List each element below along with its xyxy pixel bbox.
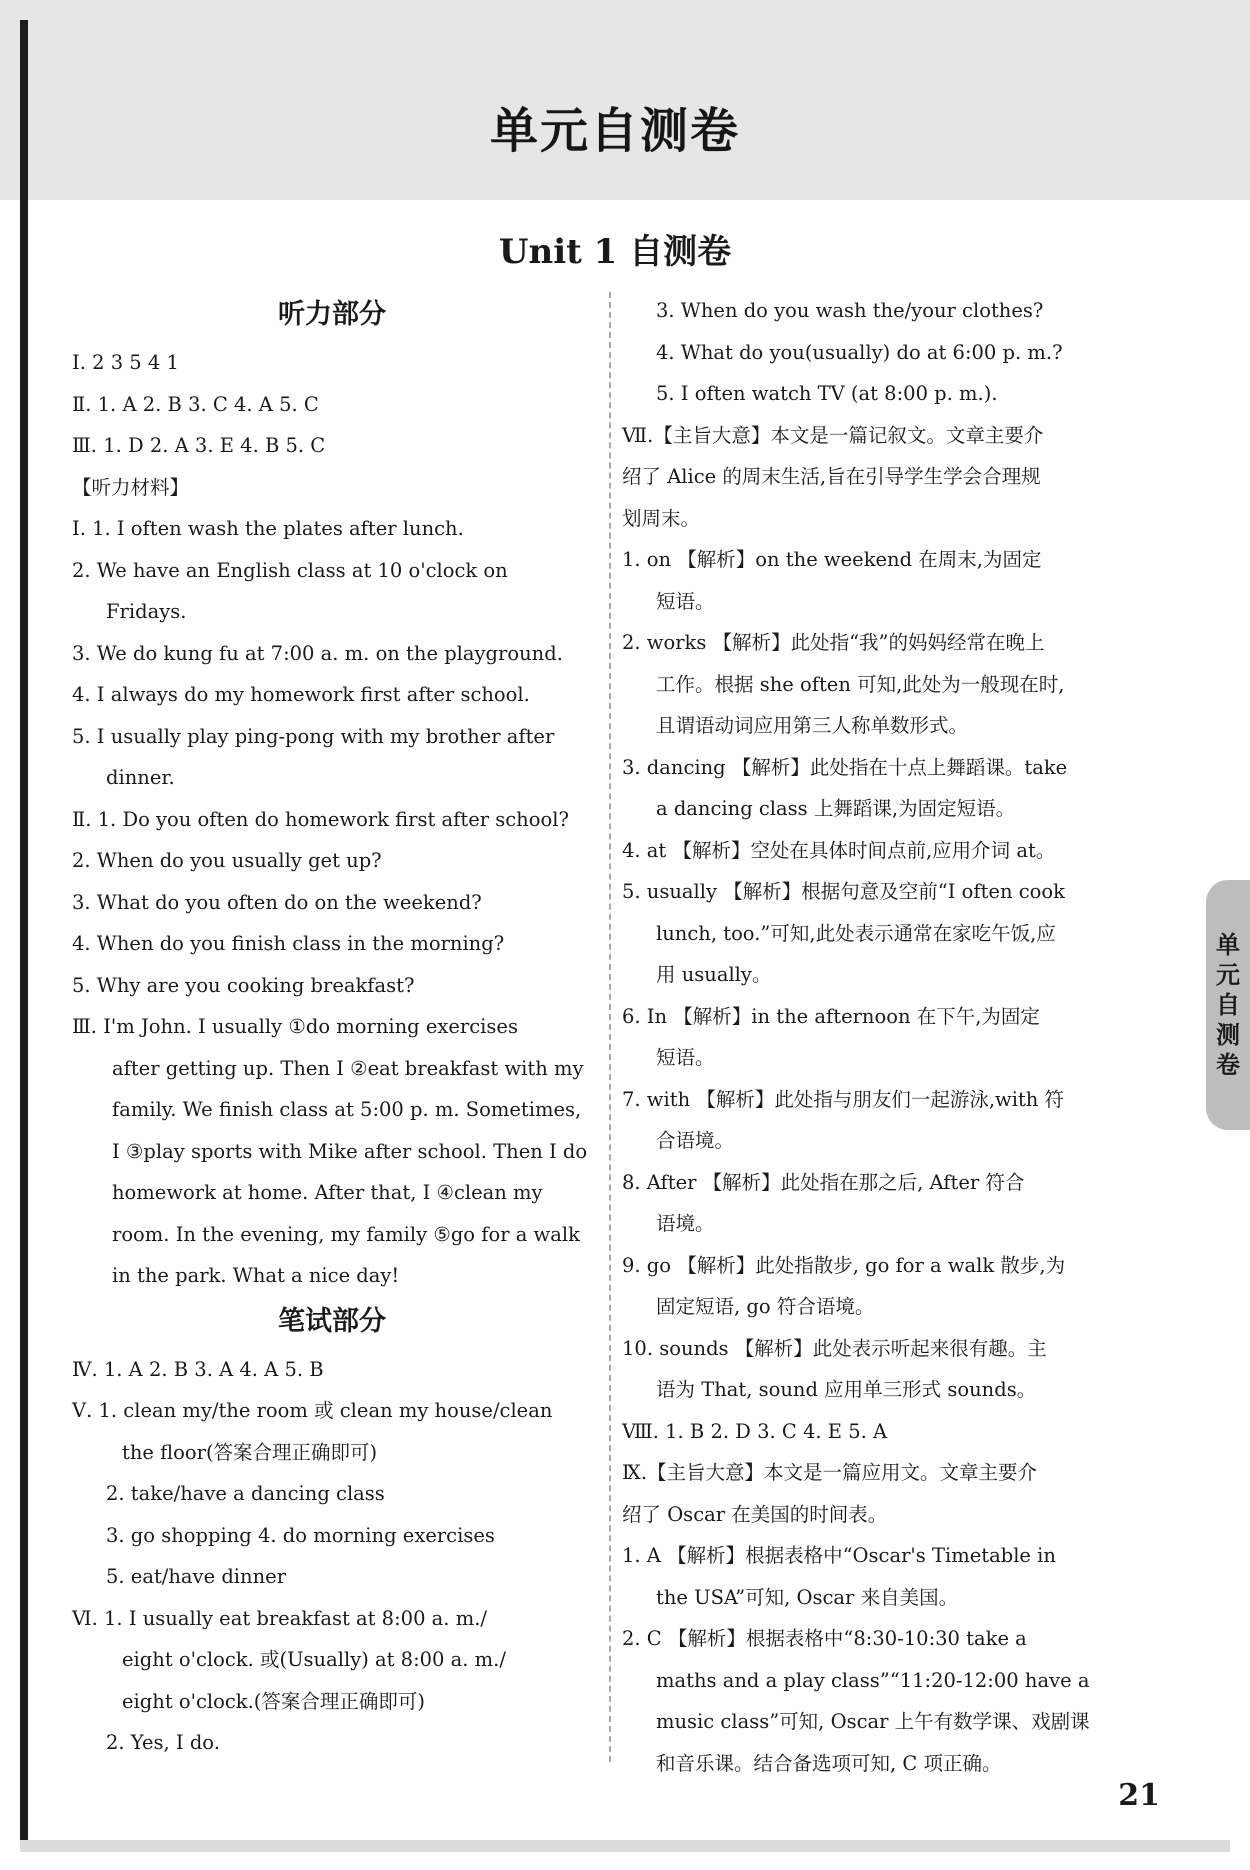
text-line: 2. We have an English class at 10 o'clock on: [72, 558, 508, 582]
text-line: 2. Yes, I do.: [106, 1731, 220, 1754]
text-line: Ⅷ. 1. B 2. D 3. C 4. E 5. A: [622, 1419, 888, 1443]
section-heading: 笔试部分: [278, 1305, 386, 1337]
text-line: the USA”可知, Oscar 来自美国。: [656, 1585, 959, 1609]
footer-strip: [20, 1840, 1230, 1852]
side-tab-char: 自: [1216, 991, 1240, 1019]
text-line: 7. with 【解析】此处指与朋友们一起游泳,with 符: [622, 1087, 1065, 1111]
text-line: 4. When do you finish class in the morning?: [72, 932, 505, 955]
text-line: 3. When do you wash the/your clothes?: [656, 299, 1044, 322]
side-tab: [1206, 880, 1250, 1130]
text-line: Ⅸ.【主旨大意】本文是一篇应用文。文章主要介: [622, 1461, 1038, 1484]
text-line: Ⅳ. 1. A 2. B 3. A 4. A 5. B: [72, 1357, 324, 1381]
left-column: [72, 290, 592, 1764]
text-line: 2. When do you usually get up?: [72, 849, 382, 872]
text-line: 且谓语动词应用第三人称单数形式。: [656, 714, 969, 737]
text-line: dinner.: [106, 766, 175, 789]
text-line: in the park. What a nice day!: [112, 1264, 400, 1287]
text-line: I ③play sports with Mike after school. Then I do: [112, 1139, 588, 1163]
unit-title: Unit 1 自测卷: [498, 232, 732, 272]
side-tab-char: 测: [1216, 1021, 1240, 1049]
text-line: 5. Why are you cooking breakfast?: [72, 973, 415, 997]
text-line: 划周末。: [622, 506, 701, 530]
text-line: Ⅴ. 1. clean my/the room 或 clean my house/clean: [72, 1399, 553, 1422]
side-tab-char: 卷: [1216, 1051, 1240, 1079]
text-line: a dancing class 上舞蹈课,为固定短语。: [656, 797, 1016, 820]
text-line: 8. After 【解析】此处指在那之后, After 符合: [622, 1170, 1025, 1194]
right-column: [622, 290, 1152, 1784]
text-line: 绍了 Alice 的周末生活,旨在引导学生学会合理规: [622, 465, 1041, 488]
text-line: after getting up. Then I ②eat breakfast with my: [112, 1056, 584, 1080]
text-line: Ⅰ. 2 3 5 4 1: [72, 351, 179, 374]
text-line: 语境。: [656, 1212, 715, 1235]
text-line: 短语。: [656, 1046, 715, 1069]
text-line: 【听力材料】: [72, 475, 190, 499]
text-line: room. In the evening, my family ⑤go for a walk: [112, 1222, 580, 1246]
text-line: Ⅱ. 1. Do you often do homework first after school?: [72, 807, 569, 831]
text-line: 3. What do you often do on the weekend?: [72, 890, 482, 914]
left-edge-bar: [20, 20, 28, 1850]
text-line: 2. works 【解析】此处指“我”的妈妈经常在晚上: [622, 631, 1045, 654]
text-line: 固定短语, go 符合语境。: [656, 1295, 875, 1318]
text-line: Ⅲ. I'm John. I usually ①do morning exercises: [72, 1015, 518, 1038]
text-line: maths and a play class”“11:20-12:00 have a: [656, 1668, 1090, 1692]
text-line: 4. at 【解析】空处在具体时间点前,应用介词 at。: [622, 838, 1056, 862]
text-line: 合语境。: [656, 1129, 735, 1152]
text-line: 5. eat/have dinner: [106, 1565, 287, 1588]
banner-title: 单元自测卷: [489, 103, 740, 159]
text-line: family. We finish class at 5:00 p. m. Sometimes,: [112, 1098, 582, 1121]
text-line: 9. go 【解析】此处指散步, go for a walk 散步,为: [622, 1253, 1066, 1277]
text-line: Ⅶ.【主旨大意】本文是一篇记叙文。文章主要介: [622, 423, 1044, 447]
text-line: homework at home. After that, I ④clean my: [112, 1181, 543, 1204]
text-line: 用 usually。: [656, 963, 772, 986]
text-line: Fridays.: [106, 600, 187, 623]
side-tab-char: 单: [1216, 931, 1240, 959]
text-line: 6. In 【解析】in the afternoon 在下午,为固定: [622, 1004, 1040, 1028]
text-line: 绍了 Oscar 在美国的时间表。: [622, 1502, 888, 1526]
text-line: 短语。: [656, 589, 715, 613]
text-line: Ⅵ. 1. I usually eat breakfast at 8:00 a. m./: [72, 1606, 487, 1630]
text-line: 3. go shopping 4. do morning exercises: [106, 1523, 495, 1547]
text-line: 语为 That, sound 应用单三形式 sounds。: [656, 1378, 1037, 1401]
text-line: 2. take/have a dancing class: [106, 1482, 385, 1505]
text-line: Ⅲ. 1. D 2. A 3. E 4. B 5. C: [72, 434, 326, 457]
section-heading: 听力部分: [278, 299, 386, 330]
text-line: 1. A 【解析】根据表格中“Oscar's Timetable in: [622, 1544, 1056, 1567]
text-line: 2. C 【解析】根据表格中“8:30-10:30 take a: [622, 1627, 1027, 1650]
text-line: 5. usually 【解析】根据句意及空前“I often cook: [622, 880, 1065, 903]
text-line: music class”可知, Oscar 上午有数学课、戏剧课: [656, 1710, 1090, 1733]
page-number: 21: [1118, 1778, 1160, 1813]
text-line: 1. on 【解析】on the weekend 在周末,为固定: [622, 548, 1042, 571]
text-line: lunch, too.”可知,此处表示通常在家吃午饭,应: [656, 921, 1056, 945]
text-line: eight o'clock.(答案合理正确即可): [122, 1689, 426, 1713]
text-line: Ⅱ. 1. A 2. B 3. C 4. A 5. C: [72, 392, 319, 416]
text-line: Ⅰ. 1. I often wash the plates after lunch.: [72, 517, 464, 540]
text-line: eight o'clock. 或(Usually) at 8:00 a. m./: [122, 1648, 506, 1671]
text-line: 5. I often watch TV (at 8:00 p. m.).: [656, 382, 998, 405]
text-line: 10. sounds 【解析】此处表示听起来很有趣。主: [622, 1336, 1047, 1360]
text-line: 和音乐课。结合备选项可知, C 项正确。: [656, 1751, 1002, 1775]
text-line: 工作。根据 she often 可知,此处为一般现在时,: [656, 672, 1065, 696]
side-tab-char: 元: [1216, 961, 1240, 989]
text-line: 3. We do kung fu at 7:00 a. m. on the playground.: [72, 641, 563, 665]
text-line: 4. I always do my homework first after school.: [72, 683, 530, 706]
text-line: 3. dancing 【解析】此处指在十点上舞蹈课。take: [622, 755, 1068, 779]
text-line: 5. I usually play ping-pong with my brother after: [72, 724, 555, 748]
text-line: 4. What do you(usually) do at 6:00 p. m.?: [656, 340, 1063, 364]
text-line: the floor(答案合理正确即可): [122, 1440, 378, 1464]
column-divider: [609, 292, 611, 1762]
